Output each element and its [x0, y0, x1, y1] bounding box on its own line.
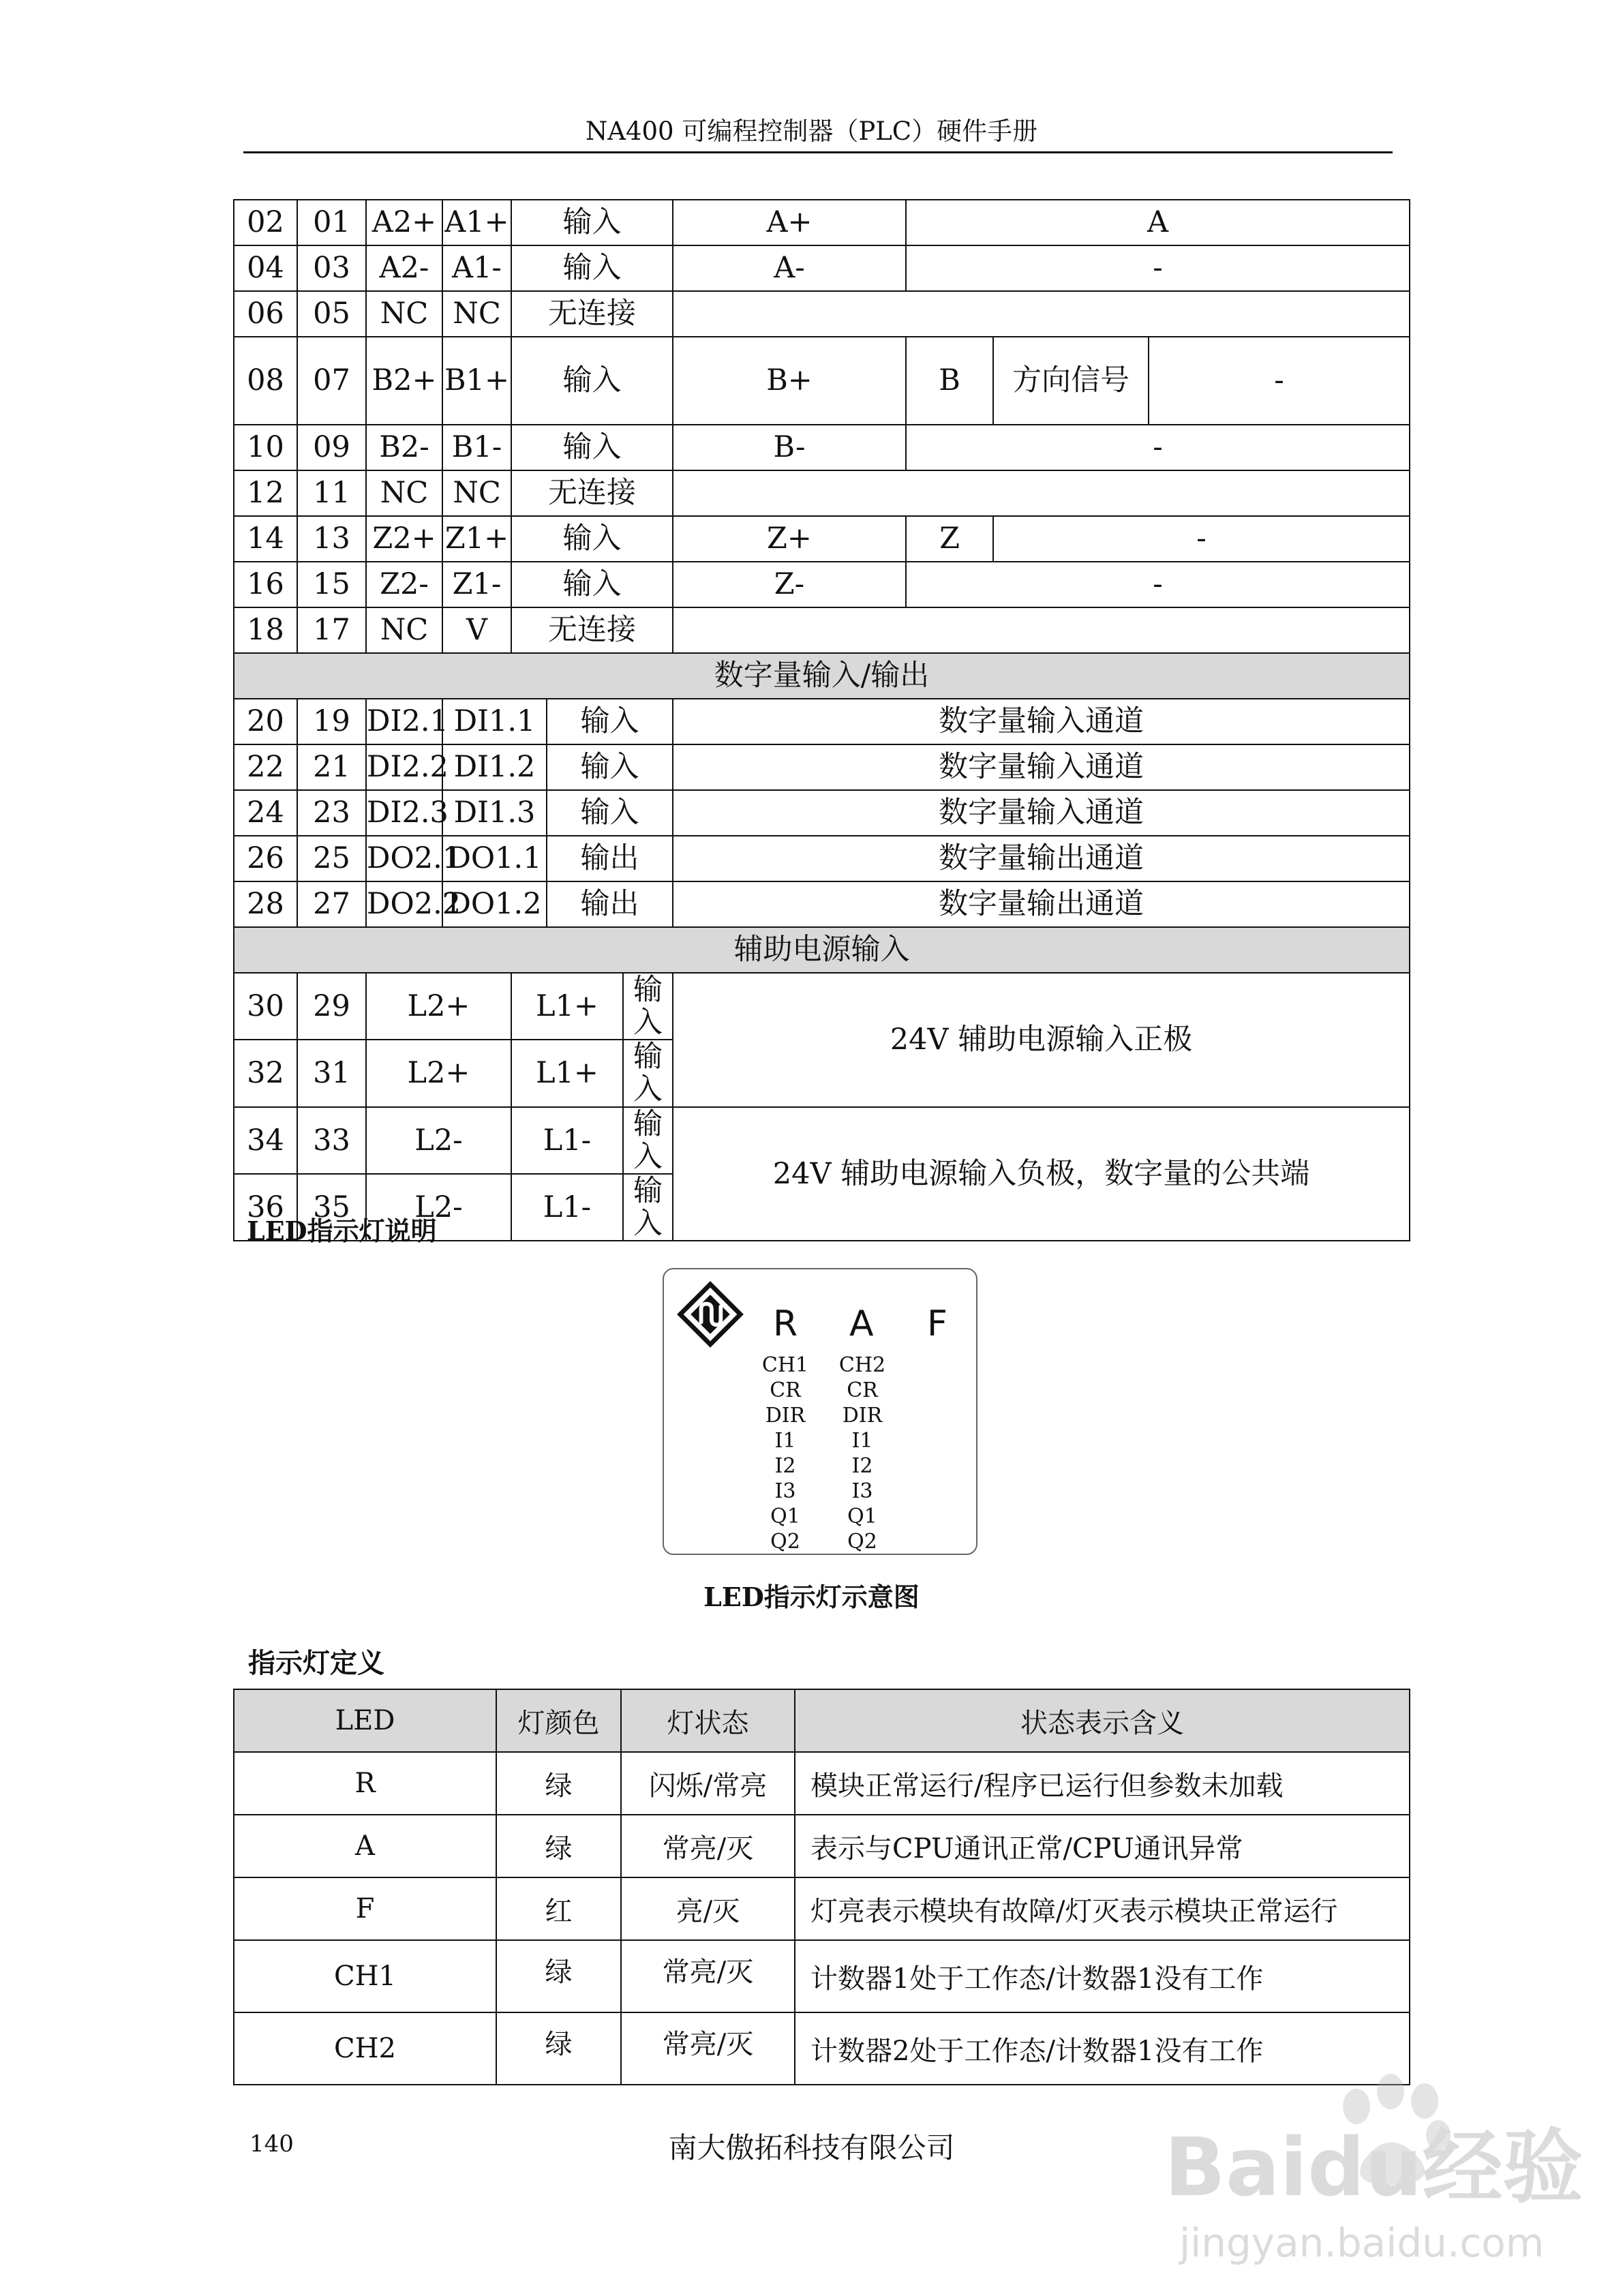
- table-cell: 输入: [511, 425, 673, 470]
- table-cell: 23: [297, 790, 366, 836]
- table-row: [234, 1877, 1410, 1940]
- table-cell: 19: [297, 699, 366, 744]
- table-row: [234, 470, 1410, 516]
- column-header: LED: [234, 1689, 496, 1752]
- table-cell: DI2.2: [366, 744, 442, 790]
- table-cell: [673, 291, 1410, 337]
- table-cell: NC: [442, 291, 511, 337]
- table-cell: 数字量输出通道: [673, 836, 1410, 881]
- table-cell: 亮/灭: [621, 1877, 795, 1940]
- led-label: I3: [851, 1479, 873, 1503]
- table-cell: NC: [442, 470, 511, 516]
- table-cell: 28: [234, 881, 297, 927]
- table-cell: DO2.2: [366, 881, 442, 927]
- table-cell: 输入: [623, 1107, 673, 1174]
- led-label: CH1: [761, 1353, 809, 1377]
- table-cell: 33: [297, 1107, 366, 1174]
- table-cell: 计数器1处于工作态/计数器1没有工作: [795, 1940, 1410, 2012]
- table-cell: 红: [496, 1877, 621, 1940]
- table-cell: 18: [234, 607, 297, 653]
- table-cell: A+: [673, 200, 906, 245]
- footer-company: 南大傲拓科技有限公司: [668, 2131, 955, 2164]
- table-cell: 30: [234, 973, 297, 1040]
- table-cell: 输入: [623, 1174, 673, 1241]
- led-column-ch2: [821, 1353, 903, 1554]
- table-row: [234, 1940, 1410, 2012]
- table-cell: 输入: [511, 200, 673, 245]
- table-cell: L2-: [366, 1107, 511, 1174]
- led-letter-r: R: [773, 1303, 798, 1344]
- table-cell: -: [993, 516, 1410, 562]
- table-cell: 04: [234, 245, 297, 291]
- table-cell: Z1-: [442, 562, 511, 607]
- table-cell: L1-: [511, 1174, 623, 1241]
- table-cell: 输入: [623, 1040, 673, 1106]
- table-cell: 数字量输入通道: [673, 744, 1410, 790]
- table-cell: B1+: [442, 337, 511, 425]
- table-cell: 闪烁/常亮: [621, 1752, 795, 1815]
- table-cell: 12: [234, 470, 297, 516]
- table-cell: 09: [297, 425, 366, 470]
- table-row: [234, 744, 1410, 790]
- table-cell: 22: [234, 744, 297, 790]
- table-cell: Z2+: [366, 516, 442, 562]
- table-cell: DI1.3: [442, 790, 547, 836]
- table-header-row: [234, 1689, 1410, 1752]
- led-label: I1: [851, 1429, 873, 1453]
- table-cell: R: [234, 1752, 496, 1815]
- table-cell: A1+: [442, 200, 511, 245]
- table-row: [234, 200, 1410, 245]
- table-cell: 无连接: [511, 607, 673, 653]
- table-cell: 输入: [547, 790, 673, 836]
- table-cell: 输入: [511, 562, 673, 607]
- table-cell: V: [442, 607, 511, 653]
- table-cell: 05: [297, 291, 366, 337]
- table-cell: DO1.1: [442, 836, 547, 881]
- table-cell: 17: [297, 607, 366, 653]
- table-cell: 02: [234, 200, 297, 245]
- led-label: I3: [774, 1479, 796, 1503]
- led-label: CH2: [838, 1353, 886, 1377]
- table-cell: DI1.2: [442, 744, 547, 790]
- table-cell: 绿: [496, 2012, 621, 2085]
- page-number: 140: [249, 2130, 294, 2158]
- table-cell: L2+: [366, 1040, 511, 1106]
- watermark-brand: Baidu经验: [1164, 2120, 1583, 2214]
- table-cell: NC: [366, 607, 442, 653]
- table-cell: -: [1149, 337, 1410, 425]
- table-cell: 数字量输出通道: [673, 881, 1410, 927]
- led-diagram-caption: LED指示灯示意图: [703, 1582, 920, 1612]
- table-cell: CH1: [234, 1940, 496, 2012]
- table-cell: 常亮/灭: [621, 1940, 795, 2012]
- led-label: CR: [770, 1378, 801, 1402]
- page-header-title: NA400 可编程控制器（PLC）硬件手册: [585, 117, 1038, 146]
- table-cell: 36: [234, 1174, 297, 1241]
- table-cell: [673, 470, 1410, 516]
- table-cell: A: [234, 1815, 496, 1877]
- led-letter-a: A: [849, 1303, 874, 1344]
- table-cell: A2-: [366, 245, 442, 291]
- table-cell: B-: [673, 425, 906, 470]
- table-cell: 07: [297, 337, 366, 425]
- table-row: [234, 1107, 1410, 1174]
- table-row: [234, 1752, 1410, 1815]
- table-cell: 灯亮表示模块有故障/灯灭表示模块正常运行: [795, 1877, 1410, 1940]
- table-row: [234, 881, 1410, 927]
- section-heading-power: 辅助电源输入: [234, 927, 1410, 973]
- brand-logo-icon: [678, 1282, 743, 1347]
- led-label: I1: [774, 1429, 796, 1453]
- column-header: 状态表示含义: [795, 1689, 1410, 1752]
- table-cell: Z-: [673, 562, 906, 607]
- table-row: [234, 562, 1410, 607]
- table-cell: L2-: [366, 1174, 511, 1241]
- table-cell: -: [906, 425, 1410, 470]
- pin-definition-table: [233, 199, 1410, 1241]
- table-cell: 35: [297, 1174, 366, 1241]
- table-cell: DI2.1: [366, 699, 442, 744]
- table-row: [234, 973, 1410, 1040]
- table-cell: 输入: [547, 699, 673, 744]
- table-cell: DO2.1: [366, 836, 442, 881]
- power-negative-description: 24V 辅助电源输入负极，数字量的公共端: [673, 1107, 1410, 1241]
- led-label: Q1: [847, 1505, 877, 1528]
- led-label: DIR: [842, 1404, 883, 1428]
- table-cell: 24: [234, 790, 297, 836]
- table-row: [234, 245, 1410, 291]
- table-cell: A-: [673, 245, 906, 291]
- table-cell: B1-: [442, 425, 511, 470]
- led-letter-f: F: [927, 1303, 947, 1344]
- section-row: [234, 653, 1410, 699]
- table-cell: NC: [366, 291, 442, 337]
- table-cell: 输出: [547, 836, 673, 881]
- table-cell: 绿: [496, 1752, 621, 1815]
- table-row: [234, 291, 1410, 337]
- led-column-ch1: [744, 1353, 826, 1554]
- led-label: CR: [847, 1378, 878, 1402]
- table-cell: 常亮/灭: [621, 1815, 795, 1877]
- table-cell: A2+: [366, 200, 442, 245]
- table-cell: B2-: [366, 425, 442, 470]
- table-cell: Z2-: [366, 562, 442, 607]
- table-row: [234, 425, 1410, 470]
- table-cell: 06: [234, 291, 297, 337]
- table-cell: 26: [234, 836, 297, 881]
- table-cell: 34: [234, 1107, 297, 1174]
- table-row: [234, 699, 1410, 744]
- table-cell: 32: [234, 1040, 297, 1106]
- table-cell: B: [906, 337, 993, 425]
- table-cell: 27: [297, 881, 366, 927]
- table-cell: 输入: [511, 337, 673, 425]
- table-cell: F: [234, 1877, 496, 1940]
- indicator-definition-table: [233, 1689, 1410, 2085]
- table-cell: B2+: [366, 337, 442, 425]
- table-cell: Z: [906, 516, 993, 562]
- table-cell: 方向信号: [993, 337, 1149, 425]
- header-divider: [243, 151, 1393, 153]
- table-cell: -: [906, 245, 1410, 291]
- table-cell: A1-: [442, 245, 511, 291]
- table-cell: 数字量输入通道: [673, 699, 1410, 744]
- table-cell: 25: [297, 836, 366, 881]
- led-label: I2: [774, 1454, 796, 1478]
- table-cell: 13: [297, 516, 366, 562]
- table-row: [234, 516, 1410, 562]
- power-positive-description: 24V 辅助电源输入正极: [673, 973, 1410, 1107]
- watermark-url: jingyan.baidu.com: [1179, 2220, 1545, 2266]
- table-cell: 数字量输入通道: [673, 790, 1410, 836]
- table-cell: CH2: [234, 2012, 496, 2085]
- table-row: [234, 607, 1410, 653]
- section-heading-digital: 数字量输入/输出: [234, 653, 1410, 699]
- table-row: [234, 337, 1410, 425]
- table-cell: 31: [297, 1040, 366, 1106]
- table-row: [234, 790, 1410, 836]
- table-cell: 03: [297, 245, 366, 291]
- table-cell: 常亮/灭: [621, 2012, 795, 2085]
- table-cell: 10: [234, 425, 297, 470]
- led-label: Q2: [770, 1530, 800, 1554]
- table-cell: 输入: [547, 744, 673, 790]
- table-cell: 15: [297, 562, 366, 607]
- table-cell: DI2.3: [366, 790, 442, 836]
- table-cell: 16: [234, 562, 297, 607]
- table-row: [234, 1815, 1410, 1877]
- column-header: 灯状态: [621, 1689, 795, 1752]
- table-cell: 绿: [496, 1940, 621, 2012]
- table-cell: 无连接: [511, 470, 673, 516]
- table-cell: 计数器2处于工作态/计数器1没有工作: [795, 2012, 1410, 2085]
- table-cell: 29: [297, 973, 366, 1040]
- table-cell: A: [906, 200, 1410, 245]
- table-cell: B+: [673, 337, 906, 425]
- table-cell: 模块正常运行/程序已运行但参数未加载: [795, 1752, 1410, 1815]
- table-cell: 21: [297, 744, 366, 790]
- table-cell: 无连接: [511, 291, 673, 337]
- table-cell: L1+: [511, 973, 623, 1040]
- table-cell: 输入: [623, 973, 673, 1040]
- led-label: Q1: [770, 1505, 800, 1528]
- table-cell: 14: [234, 516, 297, 562]
- column-header: 灯颜色: [496, 1689, 621, 1752]
- table-cell: 08: [234, 337, 297, 425]
- table-cell: 输入: [511, 245, 673, 291]
- table-cell: 绿: [496, 1815, 621, 1877]
- led-label: I2: [851, 1454, 873, 1478]
- table-cell: 20: [234, 699, 297, 744]
- baidu-watermark: [1159, 2059, 1581, 2277]
- led-section-title: LED指示灯说明: [247, 1215, 437, 1246]
- table-cell: Z1+: [442, 516, 511, 562]
- table-cell: 输入: [511, 516, 673, 562]
- table-cell: Z+: [673, 516, 906, 562]
- table-cell: DI1.1: [442, 699, 547, 744]
- table-cell: NC: [366, 470, 442, 516]
- table-cell: L1+: [511, 1040, 623, 1106]
- table-cell: 输出: [547, 881, 673, 927]
- table-cell: 表示与CPU通讯正常/CPU通讯异常: [795, 1815, 1410, 1877]
- table-cell: DO1.2: [442, 881, 547, 927]
- table-cell: L1-: [511, 1107, 623, 1174]
- led-panel-diagram: [663, 1268, 977, 1555]
- table-row: [234, 836, 1410, 881]
- definition-title: 指示灯定义: [248, 1647, 384, 1679]
- table-cell: [673, 607, 1410, 653]
- table-cell: L2+: [366, 973, 511, 1040]
- led-label: Q2: [847, 1530, 877, 1554]
- table-cell: -: [906, 562, 1410, 607]
- table-cell: 11: [297, 470, 366, 516]
- section-row: [234, 927, 1410, 973]
- table-cell: 01: [297, 200, 366, 245]
- led-label: DIR: [765, 1404, 806, 1428]
